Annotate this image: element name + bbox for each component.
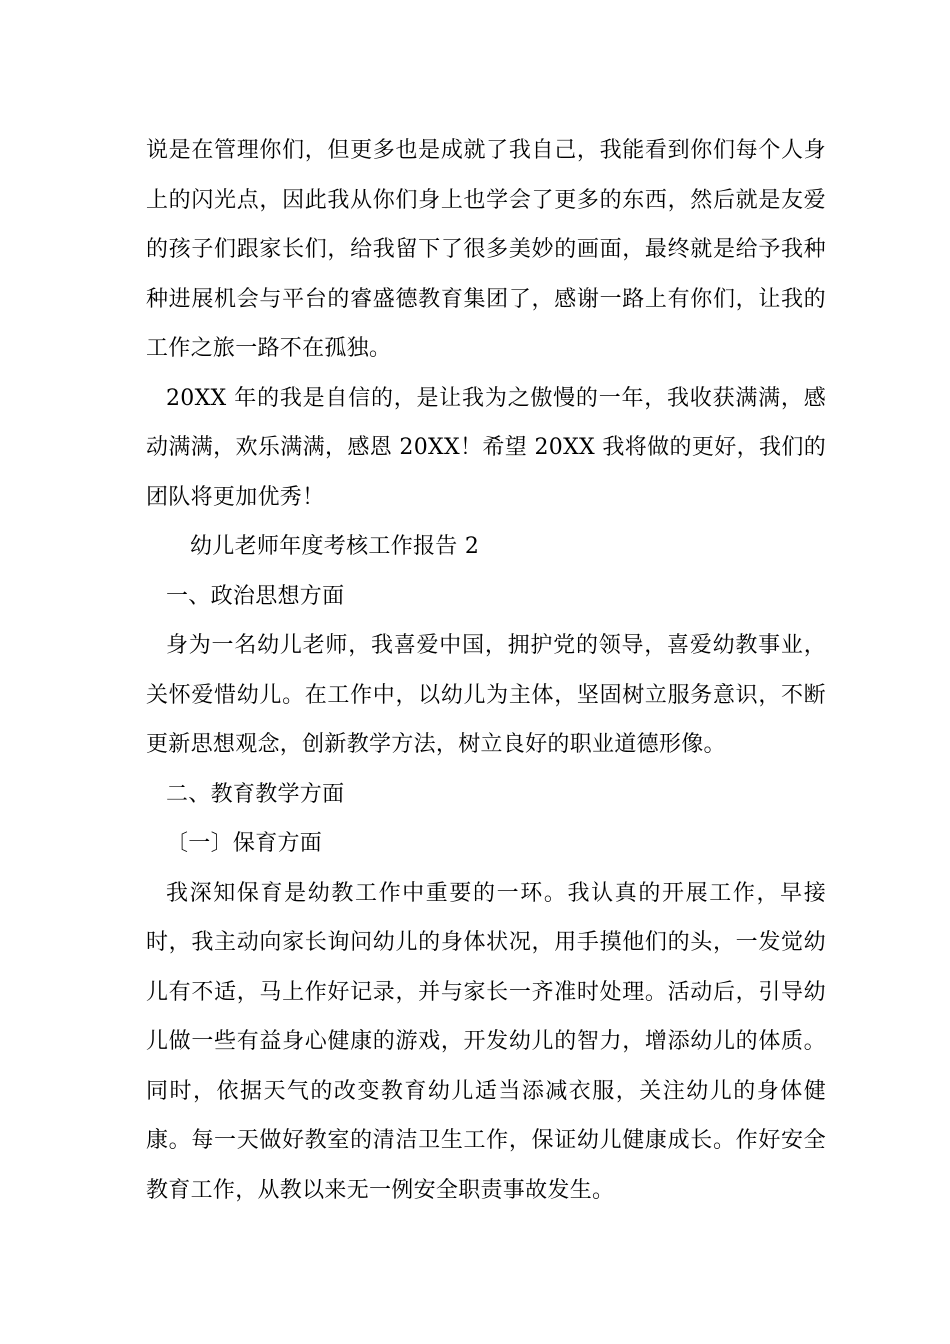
section-heading-teaching: 二、教育教学方面 (166, 781, 345, 807)
paragraph-closing-thanks: 说是在管理你们，但更多也是成就了我自己，我能看到你们每个人身上的闪光点，因此我从你们身上也学会了更多的东西，然后就是友爱的孩子们跟家长们，给我留下了很多美妙的画面，最终就是给予我种种进展机会与平台的睿盛德教育集团了，感谢一路上有你们，让我的工作之旅一路不在孤独。 (146, 138, 826, 361)
paragraph-year-summary: 20XX 年的我是自信的，是让我为之傲慢的一年，我收获满满，感动满满，欢乐满满，感恩 20XX！希望 20XX 我将做的更好，我们的团队将更加优秀！ (146, 385, 826, 510)
document-body (146, 126, 826, 1215)
paragraph-political: 身为一名幼儿老师，我喜爱中国，拥护党的领导，喜爱幼教事业，关怀爱惜幼儿。在工作中，以幼儿为主体，坚固树立服务意识，不断更新思想观念，创新教学方法，树立良好的职业道德形像。 (146, 633, 826, 757)
section-heading-political: 一、政治思想方面 (166, 583, 345, 609)
paragraph-care: 我深知保育是幼教工作中重要的一环。我认真的开展工作，早接时，我主动向家长询问幼儿的身体状况，用手摸他们的头，一发觉幼儿有不适，马上作好记录，并与家长一齐准时处理。活动后，引导幼儿做一些有益身心健康的游戏，开发幼儿的智力，增添幼儿的体质。同时，依据天气的改变教育幼儿适当添减衣服，关注幼儿的身体健康。每一天做好教室的清洁卫生工作，保证幼儿健康成长。作好安全教育工作，从教以来无一例安全职责事故发生。 (146, 880, 826, 1203)
report-title: 幼儿老师年度考核工作报告 2 (190, 534, 480, 559)
subsection-heading-care: 〔一〕保育方面 (166, 831, 323, 856)
